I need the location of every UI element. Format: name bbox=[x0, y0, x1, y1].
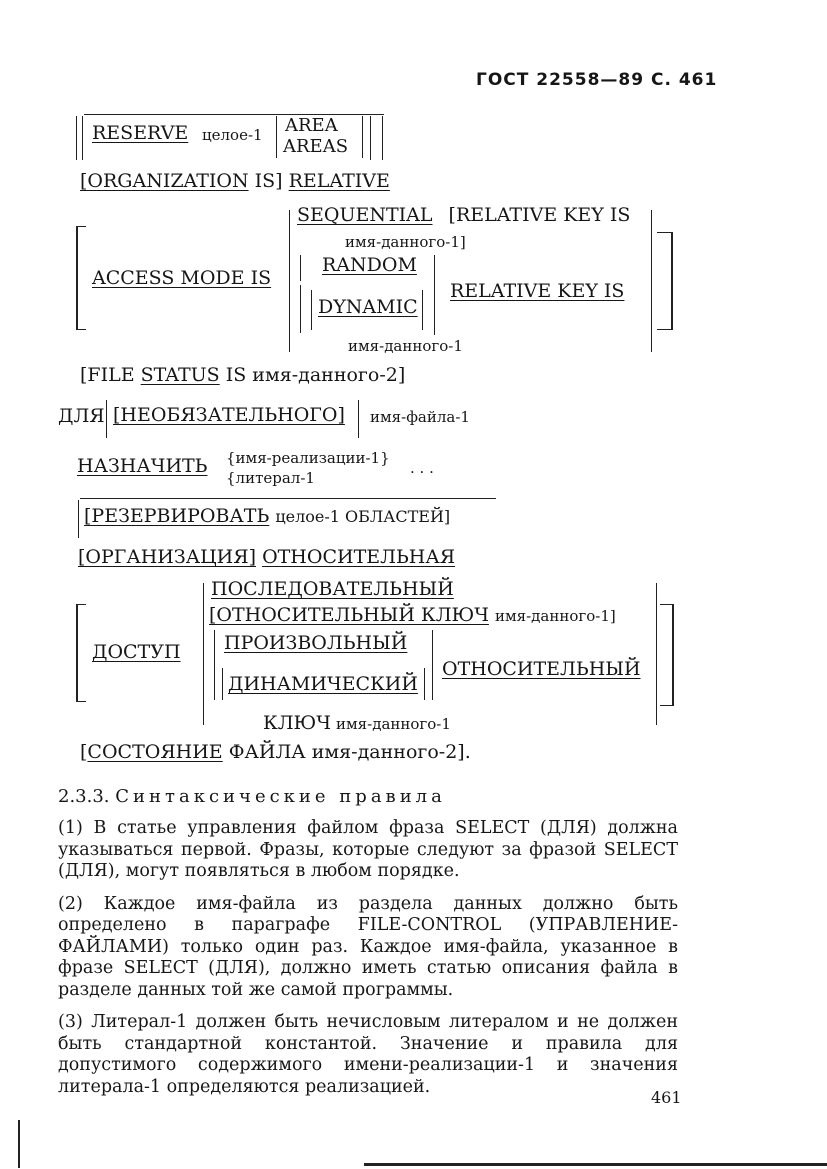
relative-adj-ru-keyword: ОТНОСИТЕЛЬНЫЙ bbox=[442, 658, 641, 680]
areas-keyword: AREAS bbox=[283, 136, 349, 157]
access-mode-is-keyword: ACCESS MODE IS bbox=[92, 267, 272, 289]
rules-text bbox=[58, 818, 678, 1102]
random-ru-keyword: ПРОИЗВОЛЬНЫЙ bbox=[224, 632, 408, 654]
data-name-1: имя-данного-1 bbox=[348, 337, 463, 355]
relative-key-is-optional: [RELATIVE KEY IS bbox=[448, 204, 631, 226]
area-keyword: AREA bbox=[285, 115, 338, 136]
relative-key-ru-optional: [ОТНОСИТЕЛЬНЫЙ КЛЮЧ имя-данного-1] bbox=[209, 604, 616, 626]
literal-1: {литерал-1 bbox=[226, 469, 315, 487]
relative-keyword: RELATIVE bbox=[288, 170, 390, 192]
section-number: 2.3.3. bbox=[58, 786, 110, 807]
dlya-keyword: ДЛЯ bbox=[58, 405, 105, 427]
status-keyword: STATUS bbox=[140, 364, 220, 386]
organization-keyword: [ORGANIZATION bbox=[80, 170, 249, 192]
rule-1: (1) В статье управления файлом фраза SELECT (ДЛЯ) должна указываться первой. Фразы, которые следуют за фразой SELECT (ДЛЯ), могут появляться в любом порядке. bbox=[58, 818, 678, 881]
rule-2: (2) Каждое имя-файла из раздела данных должно быть определено в параграфе FILE-CONTROL (УПРАВЛЕНИЕ-ФАЙЛАМИ) только один раз. Каждое имя-файла, указанное в фразе SELECT (ДЛЯ), должно иметь статью описания файла в разделе данных той же самой программы. bbox=[58, 893, 678, 1000]
dynamic-keyword: DYNAMIC bbox=[318, 296, 418, 318]
assign-keyword: НАЗНАЧИТЬ bbox=[77, 455, 208, 477]
key-ru-line bbox=[263, 712, 451, 734]
optional-keyword: [НЕОБЯЗАТЕЛЬНОГО] bbox=[113, 404, 345, 426]
file-status-clause: [FILE STATUS IS имя-данного-2] bbox=[80, 364, 406, 386]
sequential-ru-keyword: ПОСЛЕДОВАТЕЛЬНЫЙ bbox=[211, 578, 454, 600]
is-keyword: IS] bbox=[254, 170, 283, 192]
page-number: 461 bbox=[651, 1088, 682, 1107]
running-header: ГОСТ 22558—89 С. 461 bbox=[476, 70, 718, 90]
integer-1: целое-1 bbox=[202, 126, 263, 144]
state-ru-keyword: СОСТОЯНИЕ bbox=[87, 741, 223, 763]
scan-bottom-rule bbox=[364, 1163, 827, 1166]
data-name-1-optional: имя-данного-1] bbox=[345, 233, 466, 251]
organization-clause bbox=[80, 170, 390, 192]
sequential-keyword: SEQUENTIAL [RELATIVE KEY IS bbox=[297, 204, 631, 226]
dynamic-ru-keyword: ДИНАМИЧЕСКИЙ bbox=[228, 673, 418, 695]
data-name-1-ru: имя-данного-1 bbox=[336, 715, 451, 733]
reserve-keyword: RESERVE bbox=[92, 122, 189, 144]
organization-ru-clause: [ОРГАНИЗАЦИЯ] ОТНОСИТЕЛЬНАЯ bbox=[78, 546, 456, 568]
key-ru-keyword: КЛЮЧ bbox=[263, 712, 331, 734]
section-title: Синтаксические правила bbox=[115, 786, 446, 807]
reserve-ru-keyword: [РЕЗЕРВИРОВАТЬ целое-1 ОБЛАСТЕЙ] bbox=[84, 505, 451, 527]
ellipsis: . . . bbox=[410, 459, 434, 477]
relative-ru-keyword: ОТНОСИТЕЛЬНАЯ bbox=[262, 546, 456, 568]
access-ru-keyword: ДОСТУП bbox=[92, 641, 181, 663]
scan-margin-line bbox=[18, 1120, 20, 1168]
section-heading bbox=[58, 786, 446, 807]
random-keyword: RANDOM bbox=[322, 254, 417, 276]
file-name-1: имя-файла-1 bbox=[370, 408, 470, 426]
file-state-ru-clause: [СОСТОЯНИЕ ФАЙЛА имя-данного-2]. bbox=[80, 741, 471, 763]
rule-3: (3) Литерал-1 должен быть нечисловым литералом и не должен быть стандартной константой. Значение и правила для допустимого содержимого имени-реализации-1 и значения литерала-1 определяются реализацией. bbox=[58, 1012, 678, 1097]
implementor-name-1: {имя-реализации-1} bbox=[226, 449, 390, 467]
relative-key-is-keyword: RELATIVE KEY IS bbox=[450, 280, 625, 302]
